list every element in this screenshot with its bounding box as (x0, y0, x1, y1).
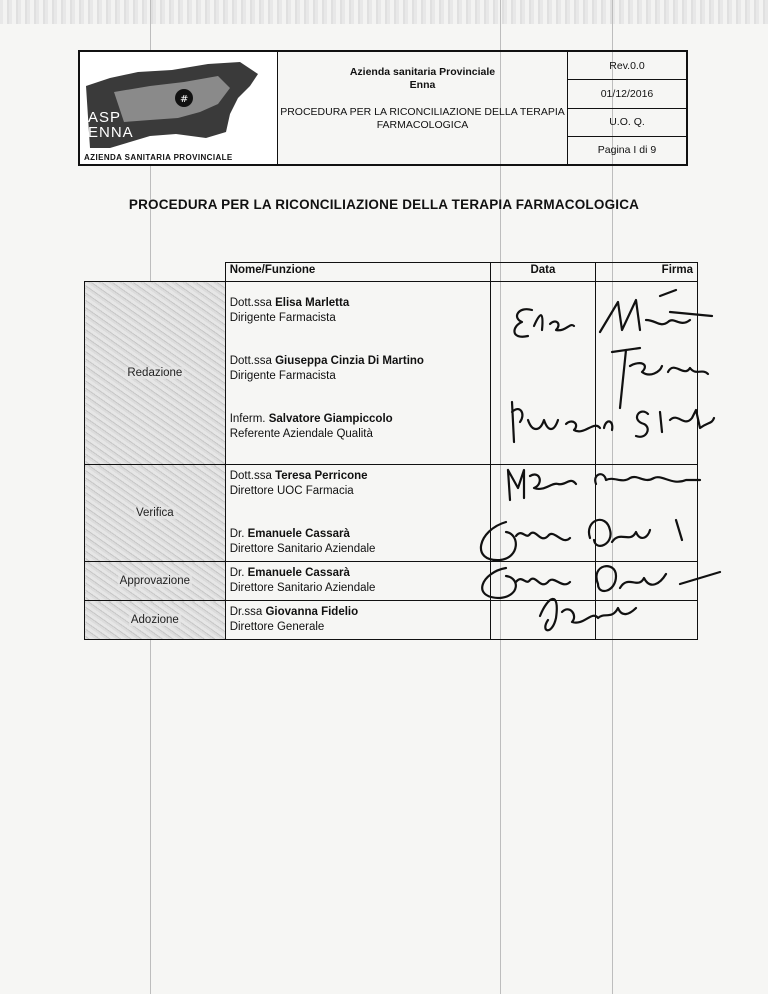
revision-date: 01/12/2016 (568, 80, 686, 108)
role-approvazione: Approvazione (85, 562, 226, 601)
person-entry: Dott.ssa Teresa Perricone (229, 470, 368, 482)
person-entry: Inferm. Salvatore Giampiccolo (229, 413, 393, 425)
date-cell (490, 601, 595, 640)
date-cell (490, 282, 595, 465)
header-name-function: Nome/Funzione (225, 263, 490, 282)
person-entry: Dr. Emanuele Cassarà (229, 567, 350, 579)
header-center (278, 52, 568, 164)
person-function: Direttore Sanitario Aziendale (229, 582, 376, 594)
person-function: Direttore Generale (229, 621, 325, 633)
procedure-title: PROCEDURA PER LA RICONCILIAZIONE DELLA TERAPIA FARMACOLOGICA (280, 106, 565, 131)
person-function: Dirigente Farmacista (229, 312, 336, 324)
revision-label: Rev.0.0 (568, 52, 686, 80)
person-function: Dirigente Farmacista (229, 370, 336, 382)
person-function: Direttore Sanitario Aziendale (229, 543, 376, 555)
date-cell (490, 465, 595, 562)
asp-enna-logo (80, 52, 278, 164)
person-entry: Dott.ssa Giuseppa Cinzia Di Martino (229, 355, 424, 367)
header-meta (568, 52, 686, 164)
svg-text:#: # (180, 94, 189, 105)
date-cell (490, 562, 595, 601)
scan-artifact-top (0, 0, 768, 24)
approvazione-people (225, 562, 490, 601)
table-row (85, 282, 698, 465)
table-header-row (85, 263, 698, 282)
unit-label: U.O. Q. (568, 109, 686, 137)
logo-caption: AZIENDA SANITARIA PROVINCIALE (84, 153, 233, 162)
person-function: Referente Aziendale Qualità (229, 428, 373, 440)
person-entry: Dott.ssa Elisa Marletta (229, 297, 350, 309)
role-verifica: Verifica (85, 465, 226, 562)
person-function: Direttore UOC Farmacia (229, 485, 354, 497)
signature-cell (596, 465, 698, 562)
role-redazione: Redazione (85, 282, 226, 465)
adozione-people (225, 601, 490, 640)
redazione-people (225, 282, 490, 465)
signature-cell (596, 282, 698, 465)
signature-cell (596, 562, 698, 601)
person-entry: Dr.ssa Giovanna Fidelio (229, 606, 359, 618)
table-row (85, 465, 698, 562)
role-adozione: Adozione (85, 601, 226, 640)
organization-name: Azienda sanitaria Provinciale Enna (349, 66, 496, 91)
table-row (85, 601, 698, 640)
document-title: PROCEDURA PER LA RICONCILIAZIONE DELLA TERAPIA FARMACOLOGICA (128, 197, 640, 212)
approval-table (84, 262, 698, 640)
page-number: Pagina I di 9 (597, 144, 657, 157)
document-header (78, 50, 688, 166)
verifica-people (225, 465, 490, 562)
header-date: Data (490, 263, 595, 282)
table-row (85, 562, 698, 601)
logo-text: ASP ENNA (88, 109, 134, 141)
header-signature: Firma (596, 263, 698, 282)
person-entry: Dr. Emanuele Cassarà (229, 528, 350, 540)
signature-cell (596, 601, 698, 640)
